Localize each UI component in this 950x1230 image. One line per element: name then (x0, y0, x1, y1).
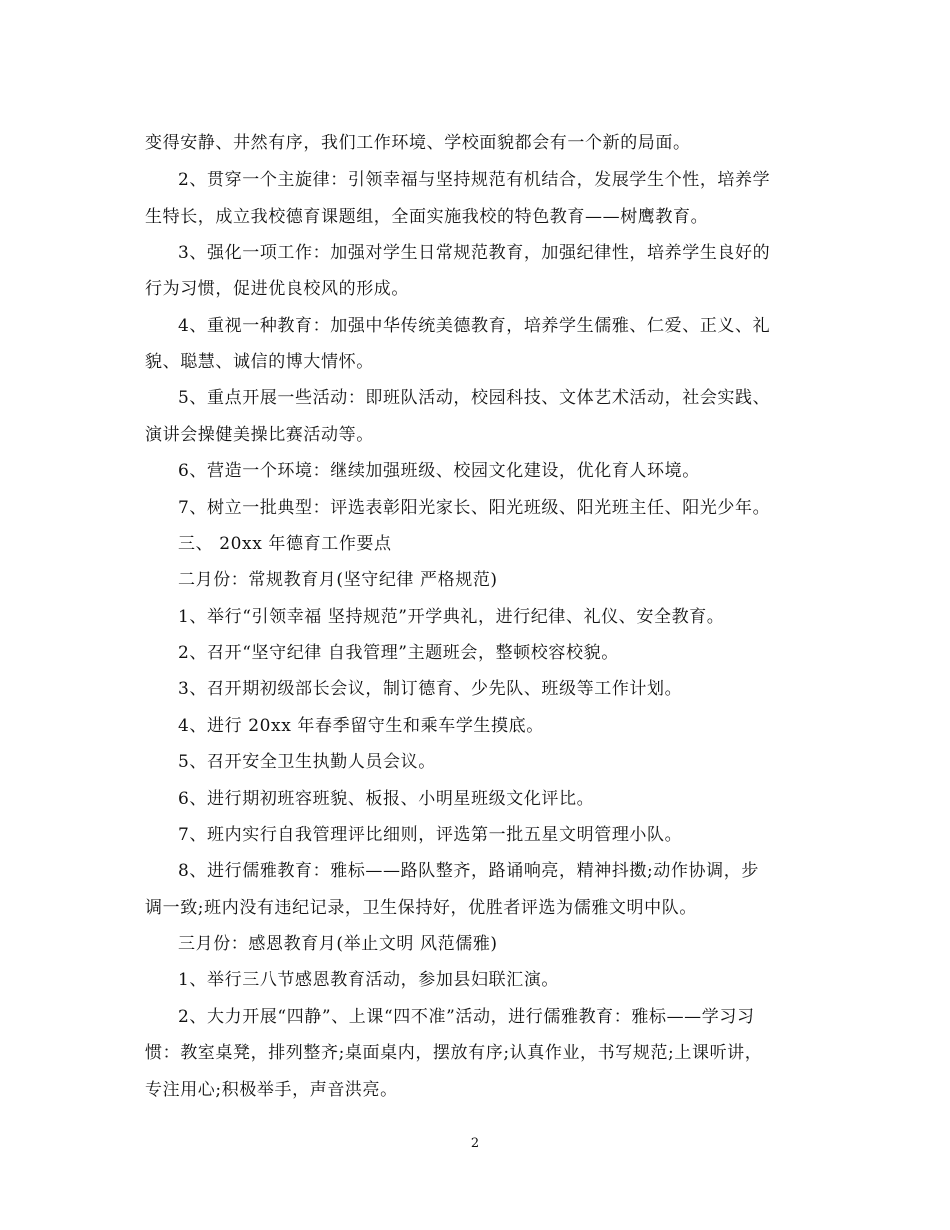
paragraph-line: 4、进行 20xx 年春季留守生和乘车学生摸底。 (178, 716, 544, 736)
paragraph-line: 1、举行“引领幸福 坚持规范”开学典礼，进行纪律、礼仪、安全教育。 (178, 607, 725, 627)
paragraph-line: 调一致;班内没有违纪记录，卫生保持好，优胜者评选为儒雅文明中队。 (145, 898, 697, 918)
month-heading: 三月份：感恩教育月(举止文明 风范儒雅) (178, 934, 498, 954)
paragraph-line: 行为习惯，促进优良校风的形成。 (145, 279, 409, 299)
paragraph-line: 7、树立一批典型：评选表彰阳光家长、阳光班级、阳光班主任、阳光少年。 (178, 498, 771, 518)
paragraph-line: 4、重视一种教育：加强中华传统美德教育，培养学生儒雅、仁爱、正义、礼 (178, 316, 771, 336)
paragraph-line: 3、召开期初级部长会议，制订德育、少先队、班级等工作计划。 (178, 679, 683, 699)
paragraph-line: 5、召开安全卫生执勤人员会议。 (178, 752, 436, 772)
paragraph-line: 6、营造一个环境：继续加强班级、校园文化建设，优化育人环境。 (178, 461, 700, 481)
section-heading: 三、 20xx 年德育工作要点 (178, 534, 392, 554)
paragraph-line: 惯：教室桌凳，排列整齐;桌面桌内，摆放有序;认真作业，书写规范;上课听讲， (145, 1043, 763, 1063)
paragraph-line: 8、进行儒雅教育：雅标——路队整齐，路诵响亮，精神抖擞;动作协调，步 (178, 861, 759, 881)
paragraph-line: 貌、聪慧、诚信的博大情怀。 (145, 352, 374, 372)
month-heading: 二月份：常规教育月(坚守纪律 严格规范) (178, 570, 498, 590)
paragraph-line: 2、大力开展“四静”、上课“四不准”活动，进行儒雅教育：雅标——学习习 (178, 1007, 755, 1027)
paragraph-line: 生特长，成立我校德育课题组，全面实施我校的特色教育——树鹰教育。 (145, 207, 709, 227)
paragraph-line: 5、重点开展一些活动：即班队活动，校园科技、文体艺术活动，社会实践、 (178, 388, 771, 408)
paragraph-line: 2、贯穿一个主旋律：引领幸福与坚持规范有机结合，发展学生个性，培养学 (178, 170, 771, 190)
paragraph-line: 1、举行三八节感恩教育活动，参加县妇联汇演。 (178, 970, 560, 990)
paragraph-line: 3、强化一项工作：加强对学生日常规范教育，加强纪律性，培养学生良好的 (178, 243, 771, 263)
paragraph-line: 6、进行期初班容班貌、板报、小明星班级文化评比。 (178, 789, 595, 809)
paragraph-line: 变得安静、井然有序，我们工作环境、学校面貌都会有一个新的局面。 (145, 133, 691, 153)
paragraph-line: 演讲会操健美操比赛活动等。 (145, 425, 374, 445)
paragraph-line: 专注用心;积极举手，声音洪亮。 (145, 1080, 398, 1100)
paragraph-line: 2、召开“坚守纪律 自我管理”主题班会，整顿校容校貌。 (178, 643, 619, 663)
paragraph-line: 7、班内实行自我管理评比细则，评选第一批五星文明管理小队。 (178, 825, 683, 845)
page-number: 2 (470, 1136, 480, 1151)
